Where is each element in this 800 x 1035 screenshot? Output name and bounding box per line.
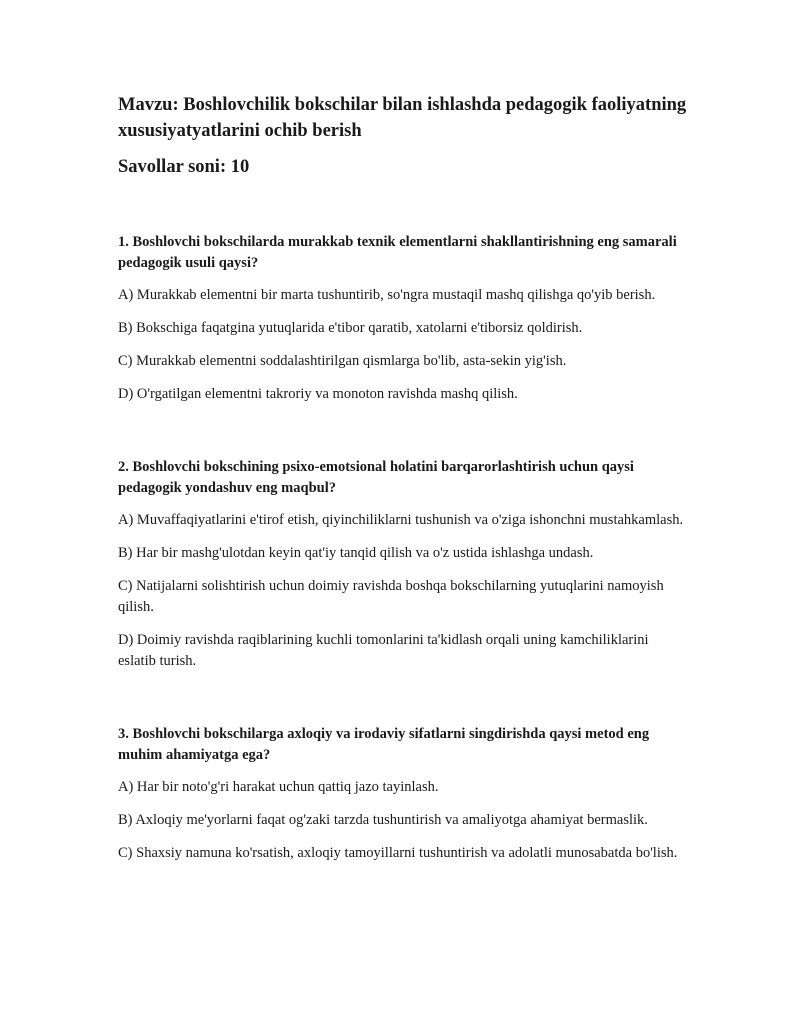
question-text: 3. Boshlovchi bokschilarga axloqiy va irodaviy sifatlarni singdirishda qaysi metod eng muhim ahamiyatga ega? [118,726,650,763]
document-page [118,92,688,876]
option-d: D) O'rgatilgan elementni takroriy va monoton ravishda mashq qilish. [118,386,518,402]
question-2 [118,457,688,672]
question-text: 1. Boshlovchi bokschilarda murakkab texnik elementlarni shakllantirishning eng samarali pedagogik usuli qaysi? [118,234,677,271]
option-b: B) Har bir mashg'ulotdan keyin qat'iy tanqid qilish va o'z ustida ishlashga undash. [118,545,594,561]
option-c: C) Natijalarni solishtirish uchun doimiy ravishda boshqa bokschilarning yutuqlarini namoyish qilish. [118,578,664,615]
option-d: D) Doimiy ravishda raqiblarining kuchli tomonlarini ta'kidlash orqali uning kamchiliklarini eslatib turish. [118,632,649,669]
document-title: Mavzu: Boshlovchilik bokschilar bilan ishlashda pedagogik faoliyatning xususiyatyatlarini ochib berish [118,95,687,141]
option-c: C) Murakkab elementni soddalashtirilgan qismlarga bo'lib, asta-sekin yig'ish. [118,353,567,369]
option-a: A) Muvaffaqiyatlarini e'tirof etish, qiyinchiliklarni tushunish va o'ziga ishonchni mustahkamlash. [118,512,684,528]
question-1 [118,232,688,405]
question-text: 2. Boshlovchi bokschining psixo-emotsional holatini barqarorlashtirish uchun qaysi pedagogik yondashuv eng maqbul? [118,459,634,496]
question-count: Savollar soni: 10 [118,157,250,177]
option-a: A) Har bir noto'g'ri harakat uchun qattiq jazo tayinlash. [118,779,439,795]
option-c: C) Shaxsiy namuna ko'rsatish, axloqiy tamoyillarni tushuntirish va adolatli munosabatda bo'lish. [118,845,678,861]
option-b: B) Bokschiga faqatgina yutuqlarida e'tibor qaratib, xatolarni e'tiborsiz qoldirish. [118,320,583,336]
option-b: B) Axloqiy me'yorlarni faqat og'zaki tarzda tushuntirish va amaliyotga ahamiyat bermaslik. [118,812,648,828]
question-3 [118,724,688,864]
option-a: A) Murakkab elementni bir marta tushuntirib, so'ngra mustaqil mashq qilishga qo'yib berish. [118,287,656,303]
